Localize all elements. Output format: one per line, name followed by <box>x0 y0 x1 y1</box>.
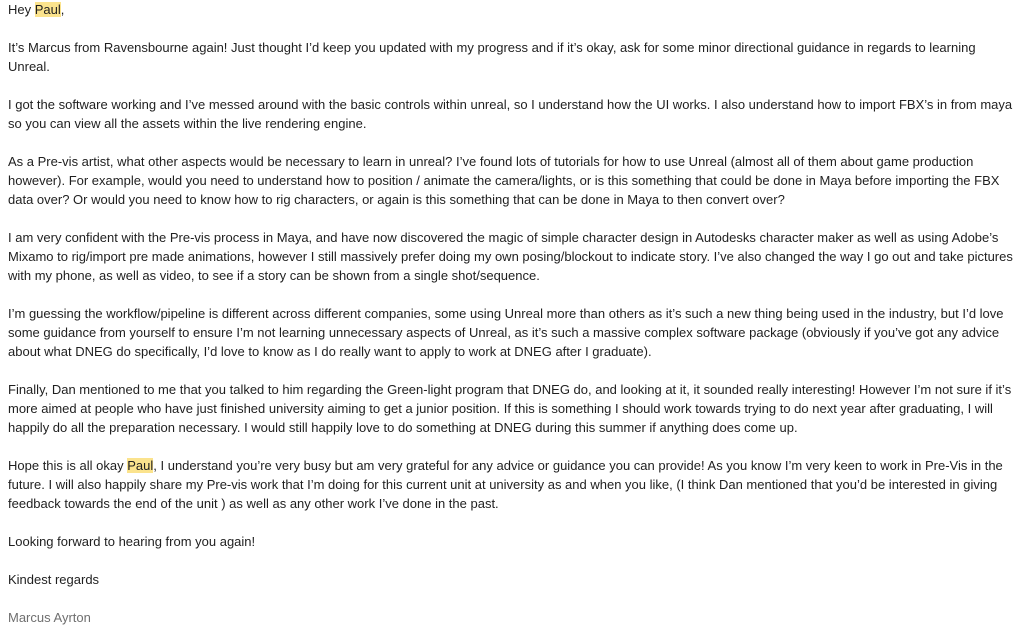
greeting-suffix: , <box>60 2 65 17</box>
paragraph-progress: I got the software working and I’ve messed around with the basic controls within unreal, so I understand how the UI works. I also understand how to import FBX’s in from maya so you can view all the assets within the live rendering engine. <box>8 97 1013 131</box>
paragraph-workflow: I’m guessing the workflow/pipeline is different across different companies, some using Unreal more than others as it’s such a new thing being used in the industry, but I’d love some guidance from yourself to ensure I’m not learning unnecessary aspects of Unreal, as it’s such a massive complex software package (obviously if you’ve got any advice about what DNEG do specifically, I’d love to know as I do really want to apply to work at DNEG after I graduate). <box>8 306 1004 359</box>
thanks-rest: , I understand you’re very busy but am very grateful for any advice or guidance you can provide! As you know I’m very keen to work in Pre-Vis in the future. I will also happily share my Pre-vis work that I’m doing for this current unit at university as and when you like, (I think Dan mentioned that you’d be interested in giving feedback towards the end of the unit ) as well as any other work I’ve done in the past. <box>8 458 1003 511</box>
paragraph-intro: It’s Marcus from Ravensbourne again! Just thought I’d keep you updated with my progress and if it’s okay, ask for some minor directional guidance in regards to learning Unreal. <box>8 40 976 74</box>
closing-line: Looking forward to hearing from you again! <box>8 534 256 549</box>
greeting-line <box>8 0 64 19</box>
highlighted-name: Paul <box>127 458 154 473</box>
paragraph-previs-experience: I am very confident with the Pre-vis process in Maya, and have now discovered the magic of simple character design in Autodesks character maker as well as using Adobe’s Mixamo to rig/import pre made animations, however I still massively prefer doing my own posing/blockout to indicate story. I’ve also changed the way I go out and take pictures with my phone, as well as video, to see if a story can be shown from a single shot/sequence. <box>8 230 1013 283</box>
sign-off: Kindest regards <box>8 572 100 587</box>
paragraph-questions: As a Pre-vis artist, what other aspects would be necessary to learn in unreal? I’ve found lots of tutorials for how to use Unreal (almost all of them about game production however). For example, would you need to understand how to position / animate the camera/lights, or is this something that could be done in Maya before importing the FBX data over? Or would you need to know how to rig characters, or again is this something that can be done in Maya to then convert over? <box>8 154 1000 207</box>
paragraph-green-light: Finally, Dan mentioned to me that you talked to him regarding the Green-light program that DNEG do, and looking at it, it sounded really interesting! However I’m not sure if it’s more aimed at people who have just finished university aiming to get a junior position. If this is something I should work towards trying to do next year after graduating, I will happily do all the preparation necessary. I would still happily love to do something at DNEG during this summer if anything does come up. <box>8 382 1012 435</box>
signature: Marcus Ayrton <box>8 610 91 625</box>
greeting-prefix: Hey <box>8 2 35 17</box>
highlighted-name: Paul <box>34 2 61 17</box>
paragraph-thanks <box>8 456 1020 513</box>
thanks-prefix: Hope this is all okay <box>8 458 128 473</box>
